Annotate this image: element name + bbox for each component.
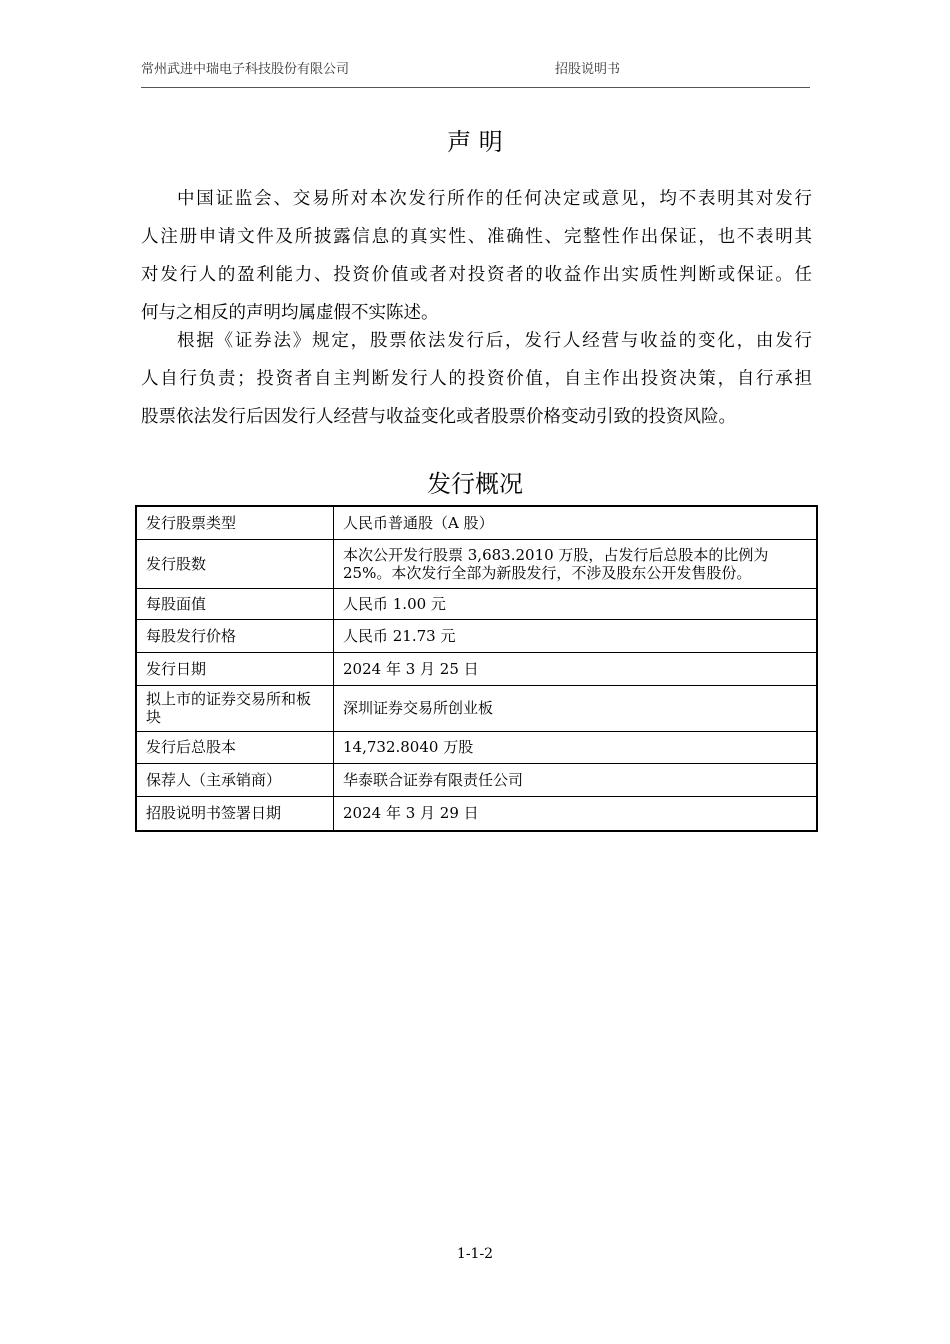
row-key: 每股面值 <box>136 588 334 619</box>
header-doc-type: 招股说明书 <box>555 62 621 77</box>
table-row <box>136 652 817 685</box>
overview-table <box>135 505 818 832</box>
table-row <box>136 685 817 731</box>
row-key: 发行股数 <box>136 539 334 588</box>
text-line: 根据《证券法》规定，股票依法发行后，发行人经营与收益的变化，由发行 <box>177 331 812 351</box>
text-line: 何与之相反的声明均属虚假不实陈述。 <box>141 303 439 323</box>
row-value: 人民币 1.00 元 <box>334 588 818 619</box>
row-value: 14,732.8040 万股 <box>334 731 818 763</box>
row-key: 每股发行价格 <box>136 619 334 652</box>
declaration-paragraph-1 <box>141 180 812 332</box>
table-row <box>136 763 817 796</box>
row-key: 发行日期 <box>136 652 334 685</box>
table-row <box>136 539 817 588</box>
header-divider <box>141 87 810 88</box>
page-number: 1-1-2 <box>456 1246 494 1262</box>
table-row <box>136 588 817 619</box>
row-value: 深圳证券交易所创业板 <box>334 685 818 731</box>
text-line: 中国证监会、交易所对本次发行所作的任何决定或意见，均不表明其对发行 <box>177 189 812 209</box>
table-row <box>136 506 817 539</box>
declaration-title: 声 明 <box>447 128 503 156</box>
row-value: 本次公开发行股票 3,683.2010 万股，占发行后总股本的比例为 25%。本次发行全部为新股发行，不涉及股东公开发售股份。 <box>334 539 818 588</box>
row-value: 2024 年 3 月 25 日 <box>334 652 818 685</box>
row-value: 华泰联合证券有限责任公司 <box>334 763 818 796</box>
row-value: 人民币普通股（A 股） <box>334 506 818 539</box>
row-key: 保荐人（主承销商） <box>136 763 334 796</box>
text-line: 人自行负责；投资者自主判断发行人的投资价值，自主作出投资决策，自行承担 <box>141 369 812 389</box>
text-line: 对发行人的盈利能力、投资价值或者对投资者的收益作出实质性判断或保证。任 <box>141 265 812 285</box>
row-value: 2024 年 3 月 29 日 <box>334 796 818 831</box>
overview-title: 发行概况 <box>427 470 523 498</box>
row-key: 招股说明书签署日期 <box>136 796 334 831</box>
header-company: 常州武进中瑞电子科技股份有限公司 <box>141 62 350 77</box>
table-row <box>136 619 817 652</box>
row-key: 拟上市的证券交易所和板块 <box>136 685 334 731</box>
table-row <box>136 731 817 763</box>
text-line: 股票依法发行后因发行人经营与收益变化或者股票价格变动引致的投资风险。 <box>141 407 736 427</box>
row-key: 发行股票类型 <box>136 506 334 539</box>
row-value: 人民币 21.73 元 <box>334 619 818 652</box>
table-row <box>136 796 817 831</box>
declaration-paragraph-2 <box>141 322 812 436</box>
text-line: 人注册申请文件及所披露信息的真实性、准确性、完整性作出保证，也不表明其 <box>141 227 812 247</box>
row-key: 发行后总股本 <box>136 731 334 763</box>
